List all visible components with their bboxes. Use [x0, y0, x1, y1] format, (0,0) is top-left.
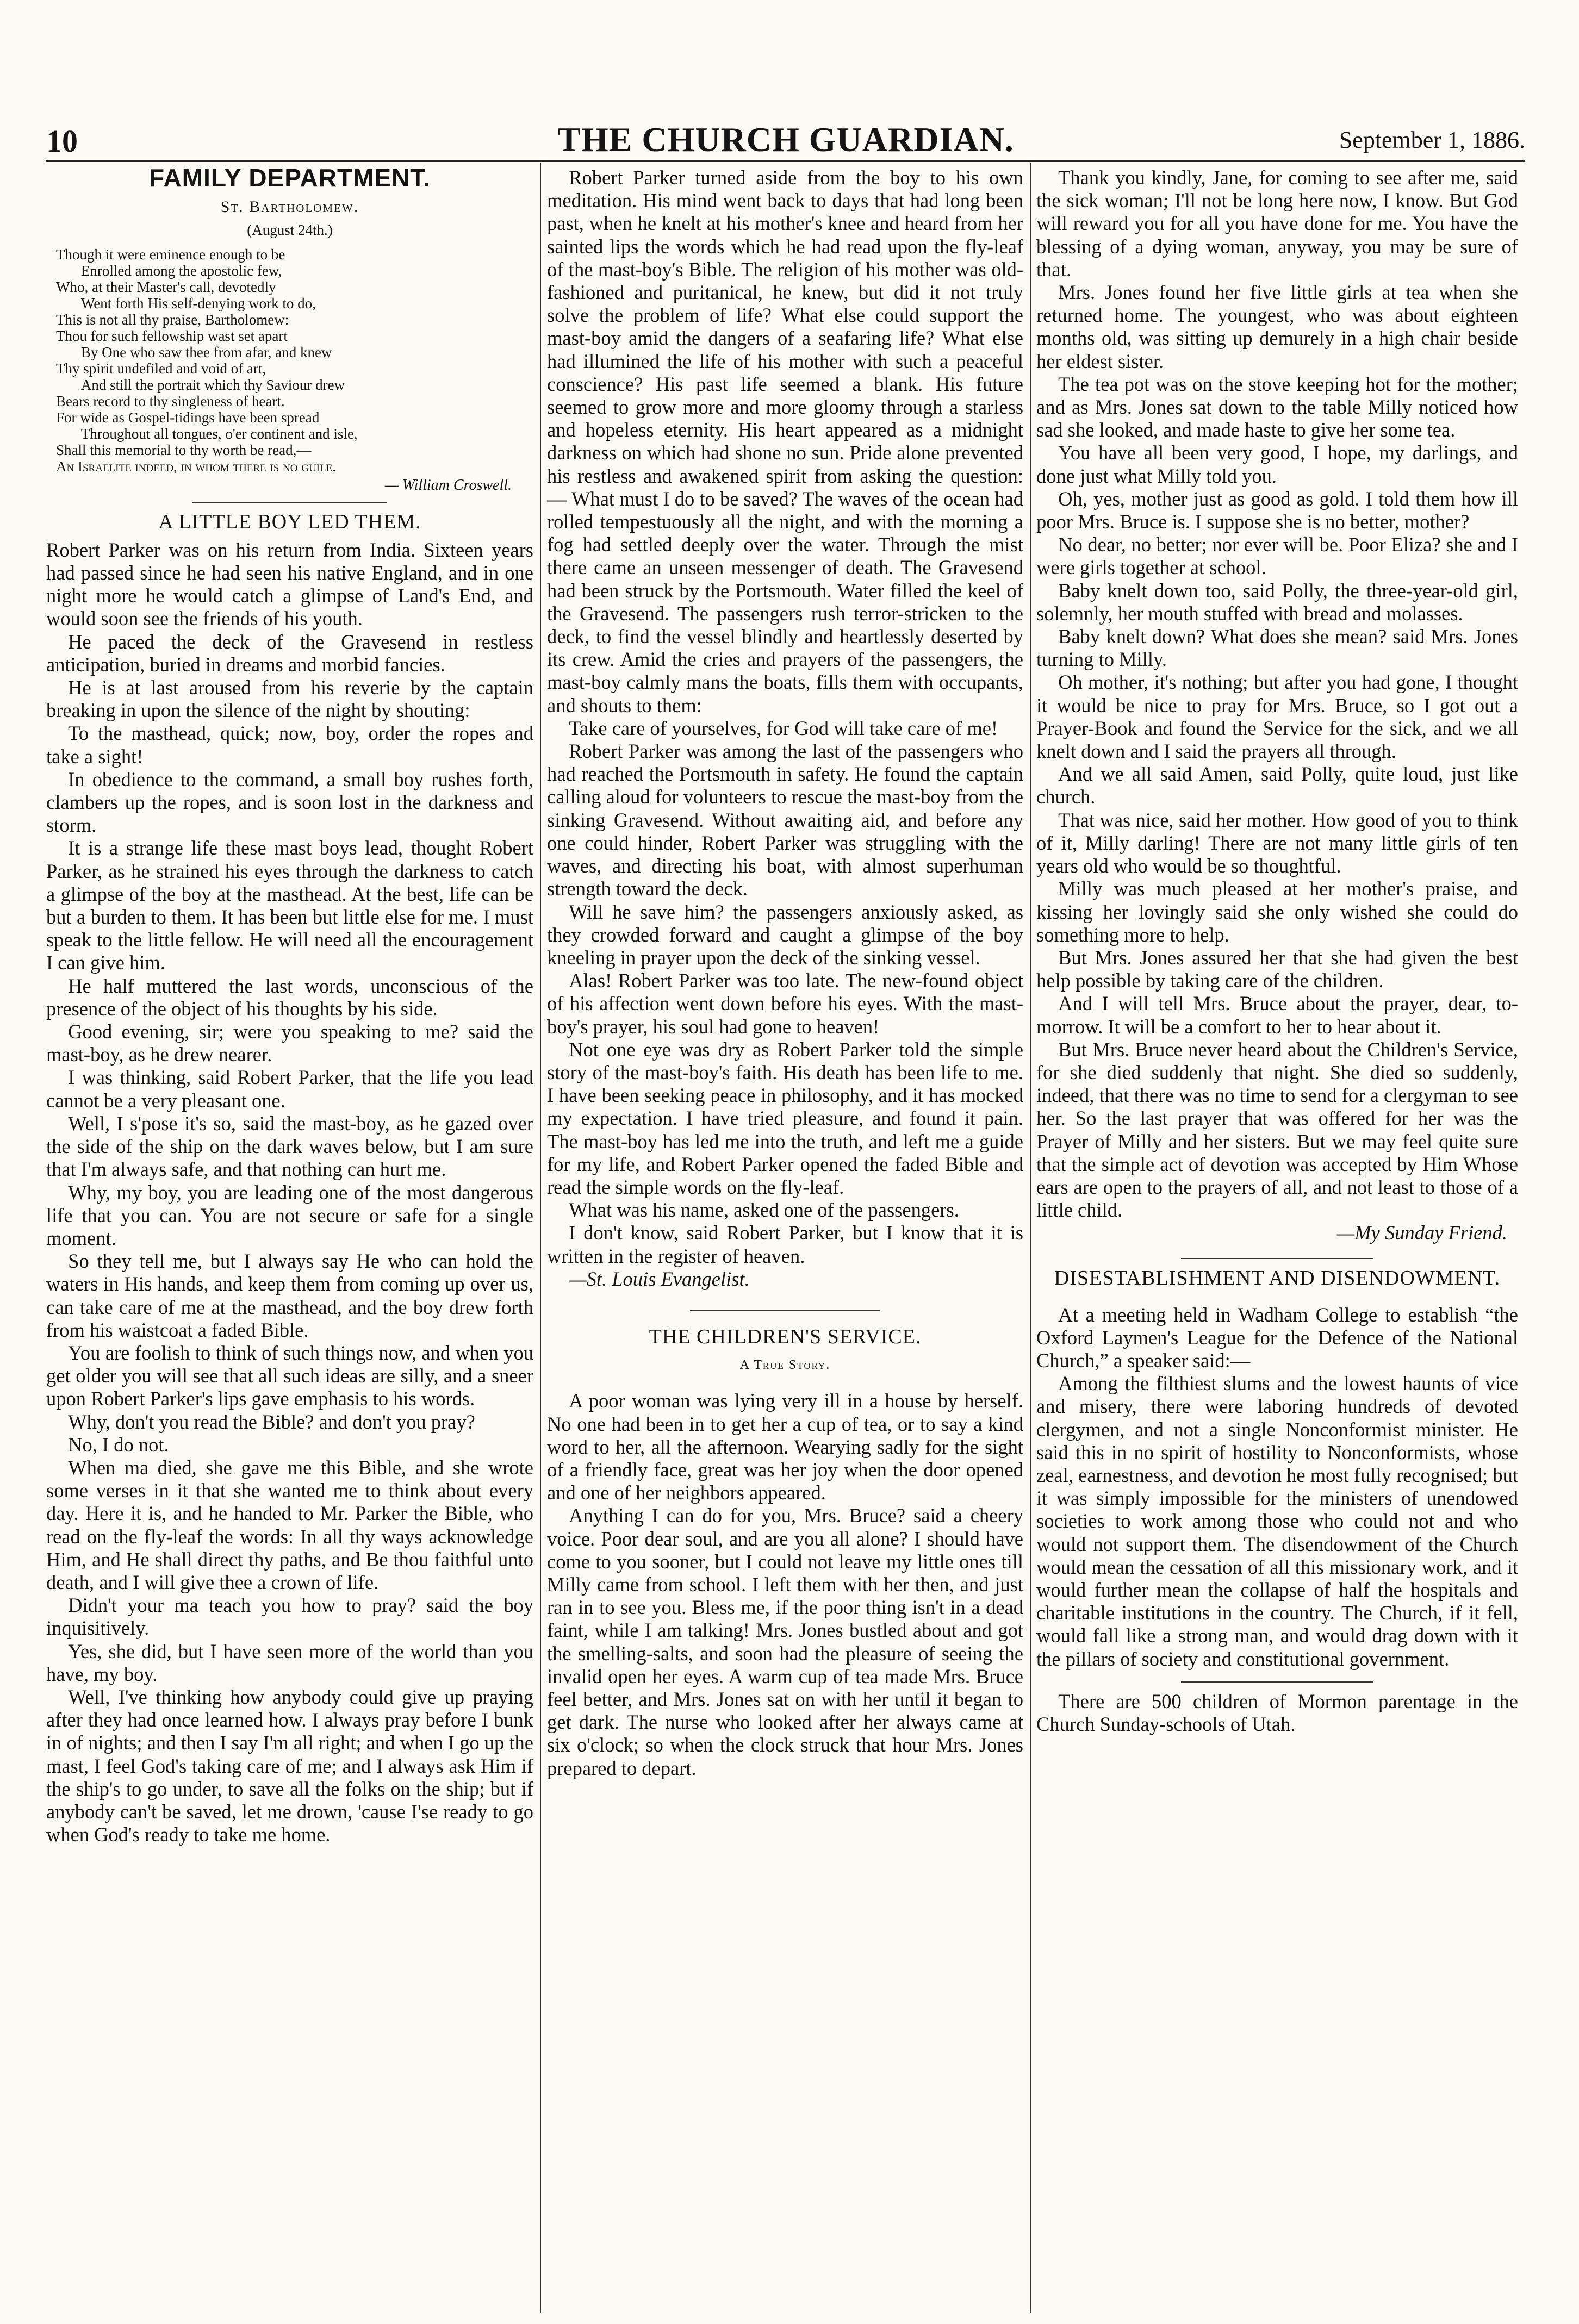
poem-line: Throughout all tongues, o'er continent and isle, — [80, 425, 358, 442]
poem-line: Bears record to thy singleness of heart. — [56, 392, 285, 409]
paragraph: In obedience to the command, a small boy rushes forth, clambers up the ropes, and is soon lost in the darkness and storm. — [46, 768, 533, 837]
paragraph: So they tell me, but I always say He who can hold the waters in His hands, and keep them from coming up over us, can take care of me at the masthead, and the boy drew forth from his waistcoat a faded Bible. — [46, 1250, 533, 1341]
paragraph: Will he save him? the passengers anxiously asked, as they crowded forward and caught a glimpse of the boy kneeling in prayer upon the deck of the sinking vessel. — [547, 900, 1023, 969]
paragraph: But Mrs. Bruce never heard about the Children's Service, for she died suddenly that night. She died so suddenly, indeed, that there was no time to send for a clergyman to see her. So the last prayer that was offered for her was the Prayer of Milly and her sisters. But we may feel quite sure that the simple act of devotion was accepted by Him Whose ears are open to the prayers of all, and not least to those of a little child. — [1036, 1038, 1518, 1222]
paragraph: Mrs. Jones found her five little girls at tea when she returned home. The youngest, who was about eighteen months old, was sitting up demurely in a high chair beside her eldest sister. — [1036, 281, 1518, 372]
paragraph: You have all been very good, I hope, my darlings, and done just what Milly told you. — [1036, 441, 1518, 487]
paragraph: Not one eye was dry as Robert Parker told the simple story of the mast-boy's faith. His death has been life to me. I have been seeking peace in philosophy, and it has mocked my expectation. I have tried pleasure, and found it pain. The mast-boy has led me into the truth, and left me a guide for my life, and Robert Parker opened the faded Bible and read the simple words on the fly-leaf. — [547, 1038, 1023, 1198]
paragraph: He half muttered the last words, unconscious of the presence of the object of his thoughts by his side. — [46, 974, 533, 1020]
paragraph: Robert Parker turned aside from the boy to his own meditation. His mind went back to days that had long been past, when he knelt at his mother's knee and heard from her sainted lips the words which he had read upon the fly-leaf of the mast-boy's Bible. The religion of his mother was old-fashioned and puritanical, he knew, but did it not truly solve the problem of life? What else could support the mast-boy amid the dangers of a seafaring life? What else had illumined the life of his mother with such a peaceful conscience? His past life seemed a blank. His future seemed to grow more and more gloomy through a starless and hopeless eternity. His heart appeared as a midnight darkness on which had shone no sun. Pride alone prevented his restless and awakened spirit from asking the question:— What must I do to be saved? The waves of the ocean had rolled tempestuously all the night, and with the morning a fog had settled deeply over the water. Through the mist there came an unseen messenger of death. The Gravesend had been struck by the Portsmouth. Water filled the keel of the Gravesend. The passengers rush terror-stricken to the deck, to find the vessel blindly and heartlessly deserted by its crew. Amid the cries and prayers of the passengers, the mast-boy calmly mans the boats, fills them with occupants, and shouts to them: — [547, 166, 1023, 716]
paragraph: Well, I s'pose it's so, said the mast-boy, as he gazed over the side of the ship on the dark waves below, but I am sure that I'm always safe, and that nothing can hurt me. — [46, 1112, 533, 1181]
paragraph: Oh mother, it's nothing; but after you had gone, I thought it would be nice to pray for Mrs. Bruce, so I got out a Prayer-Book and found the Service for the sick, and we all knelt down and I said the prayers all through. — [1036, 671, 1518, 763]
poem-date: (August 24th.) — [247, 222, 333, 239]
poem-line: An Israelite indeed, in whom there is no guile. — [56, 458, 336, 475]
page-number: 10 — [46, 123, 78, 159]
paragraph: Thank you kindly, Jane, for coming to see after me, said the sick woman; I'll not be long here now, I know. But God will reward you for all you have done for me. You have the blessing of a dying woman, anyway, you may be sure of that. — [1036, 166, 1518, 281]
paragraph: Milly was much pleased at her mother's praise, and kissing her lovingly said she only wished she could do something more to help. — [1036, 877, 1518, 946]
paragraph: Baby knelt down too, said Polly, the three-year-old girl, solemnly, her mouth stuffed with bread and molasses. — [1036, 579, 1518, 625]
paragraph: Take care of yourselves, for God will take care of me! — [569, 716, 998, 739]
paragraph: And we all said Amen, said Polly, quite loud, just like church. — [1036, 763, 1518, 808]
paragraph: Anything I can do for you, Mrs. Bruce? said a cheery voice. Poor dear soul, and are you all alone? I should have come to you sooner, but I could not leave my little ones till Milly came from school. I left them with her then, and just ran in to see you. Bless me, if the poor thing isn't in a dead faint, while I am talking! Mrs. Jones bustled about and got the smelling-salts, and soon had the pleasure of seeing the invalid open her eyes. A warm cup of tea made Mrs. Bruce feel better, and Mrs. Jones sat on with her until it began to get dark. The nurse who looked after her always came at six o'clock; so when the clock struck that hour Mrs. Jones prepared to depart. — [547, 1504, 1023, 1779]
column-3 — [1036, 166, 1518, 1736]
paragraph: Baby knelt down? What does she mean? said Mrs. Jones turning to Milly. — [1036, 625, 1518, 671]
paragraph: No dear, no better; nor ever will be. Poor Eliza? she and I were girls together at school. — [1036, 533, 1518, 579]
story-subtitle: A True Story. — [739, 1358, 831, 1373]
paragraph: Oh, yes, mother just as good as gold. I told them how ill poor Mrs. Bruce is. I suppose she is no better, mother? — [1036, 487, 1518, 533]
paragraph: Among the filthiest slums and the lowest haunts of vice and misery, there were laboring hundreds of devoted clergymen, and not a single Nonconformist minister. He said this in no spirit of hostility to Nonconformists, whose zeal, earnestness, and devotion he most fully recognised; but it was simply impossible for the ministers of unendowed societies to work among those who could not and who would not support them. The disendowment of the Church would mean the cessation of all this missionary work, and it would further mean the collapse of half the hospitals and charitable institutions in the country. The Church, if it fell, would fall like a strong man, and would drag down with it the pillars of society and constitutional government. — [1036, 1372, 1518, 1670]
paragraph: And I will tell Mrs. Bruce about the prayer, dear, to-morrow. It will be a comfort to her to hear about it. — [1036, 992, 1518, 1038]
column-divider — [540, 163, 541, 2313]
story-title: THE CHILDREN'S SERVICE. — [649, 1325, 922, 1348]
paragraph: Robert Parker was on his return from India. Sixteen years had passed since he had seen his native England, and in one night more he would catch a glimpse of Land's End, and would soon see the friends of his youth. — [46, 538, 533, 630]
paragraph: Alas! Robert Parker was too late. The new-found object of his affection went down before his eyes. With the mast-boy's prayer, his soul had gone to heaven! — [547, 969, 1023, 1038]
poem-line: Enrolled among the apostolic few, — [80, 262, 282, 279]
paragraph: When ma died, she gave me this Bible, and she wrote some verses in it that she wanted me to think about every day. Here it is, and he handed to Mr. Parker the Bible, who read on the fly-leaf the words: In all thy ways acknowledge Him, and He shall direct thy paths, and Be thou faithful unto death, and I will give thee a crown of life. — [46, 1456, 533, 1593]
column-1 — [46, 166, 533, 1846]
paragraph: Robert Parker was among the last of the passengers who had reached the Portsmouth in safety. He found the captain calling aloud for volunteers to rescue the mast-boy from the sinking Gravesend. Without awaiting aid, and before any one could hinder, Robert Parker was struggling with the waves, and directing his boat, with almost superhuman strength toward the deck. — [547, 740, 1023, 900]
poem-title: St. Bartholomew. — [220, 198, 359, 216]
paragraph: What was his name, asked one of the passengers. — [569, 1199, 959, 1222]
issue-date: September 1, 1886. — [1339, 127, 1525, 153]
paragraph: At a meeting held in Wadham College to establish “the Oxford Laymen's League for the Defence of the National Church,” a speaker said:— — [1036, 1303, 1518, 1372]
poem-line: And still the portrait which thy Saviour drew — [80, 376, 345, 393]
poem-line: For wide as Gospel-tidings have been spread — [56, 409, 320, 426]
poem-line: Thou for such fellowship wast set apart — [56, 327, 288, 344]
paragraph: Why, don't you read the Bible? and don't you pray? — [68, 1410, 475, 1433]
header-rule — [46, 160, 1525, 162]
poem-author: — William Croswell. — [384, 476, 512, 494]
paragraph: Well, I've thinking how anybody could give up praying after they had once learned how. I always pray before I bunk in of nights; and then I say I'm all right; and when I go up the mast, I feel God's taking care of me; and I always ask Him if the ship's to go under, to save all the folks on the ship; but if anybody can't be saved, let me drown, 'cause I'se ready to go when God's ready to take me home. — [46, 1685, 533, 1846]
poem-line: This is not all thy praise, Bartholomew: — [56, 311, 289, 328]
story-source: —My Sunday Friend. — [1336, 1222, 1507, 1244]
poem-line: Though it were eminence enough to be — [56, 246, 285, 263]
section-rule — [690, 1310, 880, 1311]
paragraph: You are foolish to think of such things now, and when you get older you will see that all such ideas are silly, and a sneer upon Robert Parker's lips gave emphasis to his words. — [46, 1341, 533, 1410]
paragraph: No, I do not. — [68, 1433, 169, 1456]
poem-line: Who, at their Master's call, devotedly — [56, 278, 276, 295]
poem-line: Thy spirit undefiled and void of art, — [56, 360, 266, 377]
newspaper-title: THE CHURCH GUARDIAN. — [557, 120, 1014, 159]
paragraph: I don't know, said Robert Parker, but I know that it is written in the register of heaven. — [547, 1222, 1023, 1267]
section-rule — [1181, 1258, 1373, 1259]
paragraph: Yes, she did, but I have seen more of the world than you have, my boy. — [46, 1640, 533, 1685]
poem-line: Shall this memorial to thy worth be read,— — [56, 441, 312, 458]
paragraph: He is at last aroused from his reverie by the captain breaking in upon the silence of the night by shouting: — [46, 676, 533, 722]
paragraph: He paced the deck of the Gravesend in restless anticipation, buried in dreams and morbid fancies. — [46, 630, 533, 676]
paragraph: But Mrs. Jones assured her that she had given the best help possible by taking care of the children. — [1036, 946, 1518, 992]
column-2 — [547, 166, 1023, 1780]
paragraph: I was thinking, said Robert Parker, that the life you lead cannot be a very pleasant one. — [46, 1066, 533, 1112]
masthead — [46, 120, 1525, 158]
paragraph: The tea pot was on the stove keeping hot for the mother; and as Mrs. Jones sat down to the table Milly noticed how sad she looked, and made haste to give her some tea. — [1036, 372, 1518, 441]
poem-line: Went forth His self-denying work to do, — [80, 295, 316, 311]
story-title: A LITTLE BOY LED THEM. — [158, 510, 421, 533]
section-rule — [1181, 1681, 1373, 1683]
poem-line: By One who saw thee from afar, and knew — [80, 344, 332, 360]
paragraph: A poor woman was lying very ill in a house by herself. No one had been in to get her a cup of tea, or to say a kind word to her, all the afternoon. Wearying sadly for the sight of a friendly face, great was her joy when the door opened and one of her neighbors appeared. — [547, 1390, 1023, 1504]
poem — [56, 246, 533, 475]
section-heading: FAMILY DEPARTMENT. — [148, 164, 431, 192]
section-rule — [192, 502, 387, 503]
story-source: —St. Louis Evangelist. — [569, 1267, 750, 1290]
paragraph: That was nice, said her mother. How good of you to think of it, Milly darling! There are not many little girls of ten years old who would be so thoughtful. — [1036, 808, 1518, 877]
paragraph: To the masthead, quick; now, boy, order the ropes and take a sight! — [46, 722, 533, 768]
column-divider — [1030, 163, 1031, 2313]
paragraph: Why, my boy, you are leading one of the most dangerous life that you can. You are not secure or safe for a single moment. — [46, 1181, 533, 1249]
paragraph: Good evening, sir; were you speaking to me? said the mast-boy, as he drew nearer. — [46, 1020, 533, 1066]
footnote: There are 500 children of Mormon parentage in the Church Sunday-schools of Utah. — [1036, 1690, 1518, 1735]
story-title: DISESTABLISHMENT AND DISENDOWMENT. — [1054, 1266, 1501, 1289]
paragraph: Didn't your ma teach you how to pray? said the boy inquisitively. — [46, 1594, 533, 1640]
paragraph: It is a strange life these mast boys lead, thought Robert Parker, as he strained his eyes through the darkness to catch a glimpse of the boy at the masthead. At the best, life can be but a burden to them. It has been but little else for me. I must speak to the little fellow. He will need all the encouragement I can give him. — [46, 837, 533, 974]
